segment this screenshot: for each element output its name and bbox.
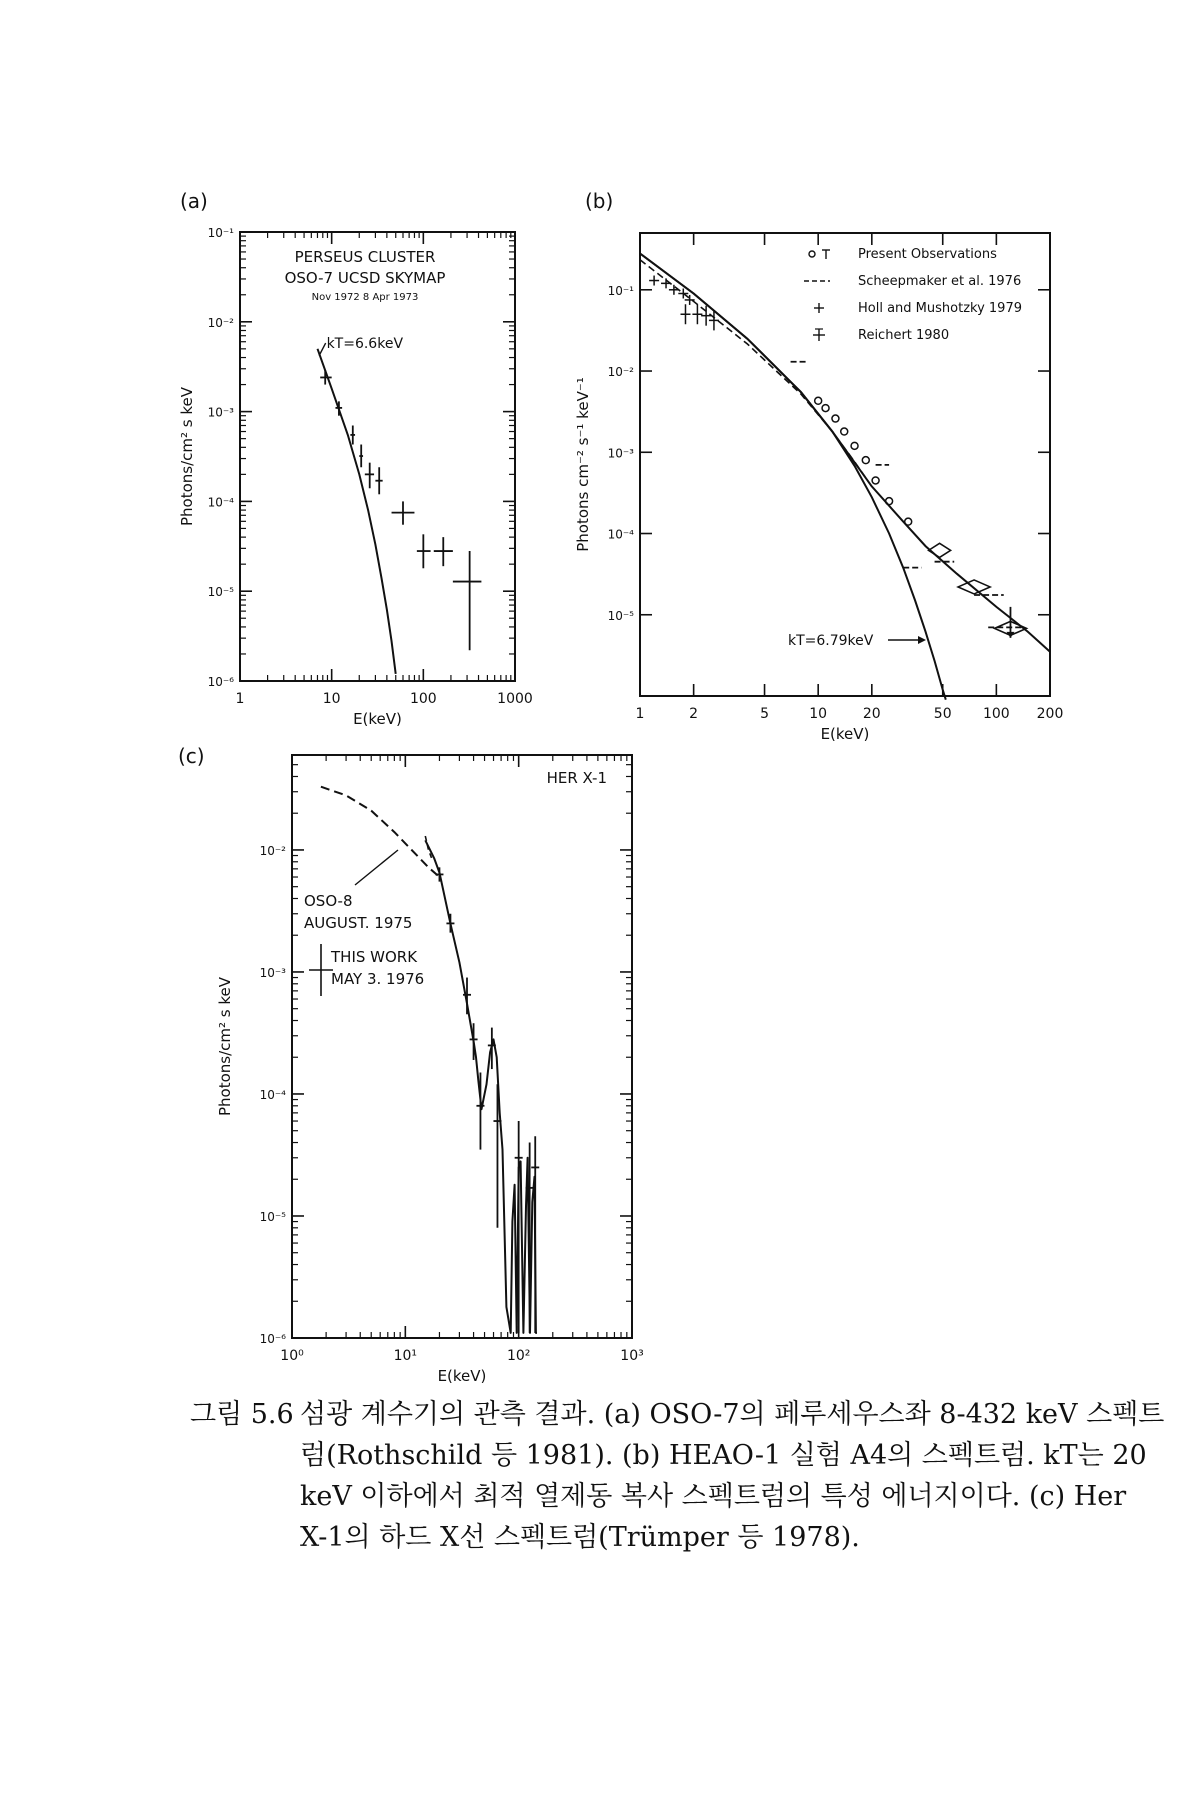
a-y-tick-label: 10⁻⁵: [207, 585, 234, 600]
a-x-tick-label: 10: [322, 691, 341, 707]
c-y-tick-label: 10⁻³: [259, 965, 286, 980]
b-x-tick-label: 20: [862, 706, 881, 722]
c-x-tick-label: 10⁰: [280, 1348, 304, 1364]
a-y-tick-label: 10⁻⁴: [207, 495, 234, 510]
c-y-tick-label: 10⁻²: [259, 843, 286, 858]
b-present-observation-1: [822, 405, 829, 412]
caption-number: 그림 5.6: [190, 1399, 294, 1430]
b-y-tick-label: 10⁻⁴: [607, 527, 634, 542]
a-fit-curve: [318, 349, 396, 674]
a-x-tick-label: 1000: [497, 691, 533, 707]
c-oso8-label-line-1: OSO-8: [304, 892, 353, 910]
b-present-observation-2: [832, 415, 839, 422]
b-present-observation-3: [841, 428, 848, 435]
caption-line-3: keV 이하에서 최적 열제동 복사 스펙트럼의 특성 에너지이다. (c) Her: [300, 1481, 1127, 1512]
a-fit-label: kT=6.6keV: [326, 336, 404, 353]
c-x-tick-label: 10¹: [393, 1348, 418, 1364]
c-y-tick-label: 10⁻⁶: [259, 1332, 286, 1346]
b-x-tick-label: 2: [689, 706, 699, 722]
b-y-axis-label: Photons cm⁻² s⁻¹ keV⁻¹: [574, 377, 592, 552]
c-y-axis-label: Photons/cm² s keV: [216, 976, 234, 1117]
c-oso8-leader: [355, 850, 398, 885]
b-x-tick-label: 200: [1036, 706, 1064, 722]
b-present-observation-7: [886, 498, 893, 505]
b-y-tick-label: 10⁻⁵: [607, 608, 634, 623]
a-y-tick-label: 10⁻³: [207, 405, 234, 420]
a-chart-date: Nov 1972 8 Apr 1973: [311, 292, 419, 303]
figure-caption: [190, 1394, 1165, 1558]
panel-c-label: (c): [178, 744, 205, 768]
b-present-observation-4: [851, 442, 858, 449]
b-legend-label: Present Observations: [858, 247, 997, 262]
b-fit-label: kT=6.79keV: [788, 633, 874, 649]
b-legend-label: Holl and Mushotzky 1979: [858, 301, 1022, 316]
b-y-tick-label: 10⁻³: [607, 446, 634, 461]
chart-panel-a: [178, 226, 533, 728]
a-fit-label-leader: [319, 343, 326, 356]
c-y-tick-label: 10⁻⁴: [259, 1087, 286, 1102]
b-x-tick-label: 10: [809, 706, 828, 722]
a-y-tick-label: 10⁻⁶: [207, 675, 234, 689]
caption-line-1: 그림 5.6 섬광 계수기의 관측 결과. (a) OSO-7의 페루세우스좌 8-432 keV 스펙트: [190, 1394, 1090, 1435]
panel-a-label: (a): [180, 189, 208, 213]
a-y-axis-label: Photons/cm² s keV: [178, 386, 196, 527]
a-x-axis-label: E(keV): [353, 710, 402, 728]
c-x-tick-label: 10²: [506, 1348, 531, 1364]
a-chart-subtitle: OSO-7 UCSD SKYMAP: [284, 269, 446, 287]
b-legend-label: Scheepmaker et al. 1976: [858, 274, 1022, 289]
b-x-tick-label: 5: [760, 706, 770, 722]
panel-b-label: (b): [585, 189, 614, 213]
c-x-tick-label: 10³: [620, 1348, 644, 1364]
b-fit-label-arrowhead: [918, 636, 926, 644]
b-present-observation-5: [862, 457, 869, 464]
a-x-tick-label: 1: [235, 691, 245, 707]
b-legend-label: Reichert 1980: [858, 328, 950, 343]
caption-line-4: X-1의 하드 X선 스펙트럼(Trümper 등 1978).: [300, 1522, 860, 1553]
chart-panel-c: [216, 755, 644, 1385]
b-present-observation-8: [905, 518, 912, 525]
b-present-observation-0: [815, 397, 822, 404]
a-x-tick-label: 100: [409, 691, 437, 707]
b-x-tick-label: 1: [635, 706, 645, 722]
c-y-tick-label: 10⁻⁵: [259, 1209, 286, 1224]
c-x-axis-label: E(keV): [437, 1367, 487, 1385]
c-chart-title: HER X-1: [546, 769, 607, 787]
b-x-tick-label: 100: [982, 706, 1010, 722]
b-y-tick-label: 10⁻¹: [607, 283, 634, 298]
c-this-work-label-line-1: THIS WORK: [331, 948, 418, 966]
a-chart-title: PERSEUS CLUSTER: [294, 248, 436, 266]
c-oso8-dashed-curve: [321, 787, 440, 877]
b-present-observation-6: [872, 477, 879, 484]
b-x-tick-label: 50: [933, 706, 952, 722]
caption-line-2: 럼(Rothschild 등 1981). (b) HEAO-1 실험 A4의 스펙트럼. kT는 20: [300, 1440, 1147, 1471]
b-legend-marker-circle: [809, 251, 815, 257]
c-oso8-label-line-2: AUGUST. 1975: [304, 914, 413, 932]
b-y-tick-label: 10⁻²: [607, 365, 634, 380]
b-x-axis-label: E(keV): [820, 725, 870, 743]
chart-panel-b: [574, 233, 1063, 743]
c-this-work-label-line-2: MAY 3. 1976: [331, 970, 425, 988]
c-plot-frame: [292, 755, 632, 1338]
a-y-tick-label: 10⁻¹: [207, 226, 234, 240]
b-scheepmaker-curve: [640, 260, 872, 487]
a-y-tick-label: 10⁻²: [207, 315, 234, 330]
